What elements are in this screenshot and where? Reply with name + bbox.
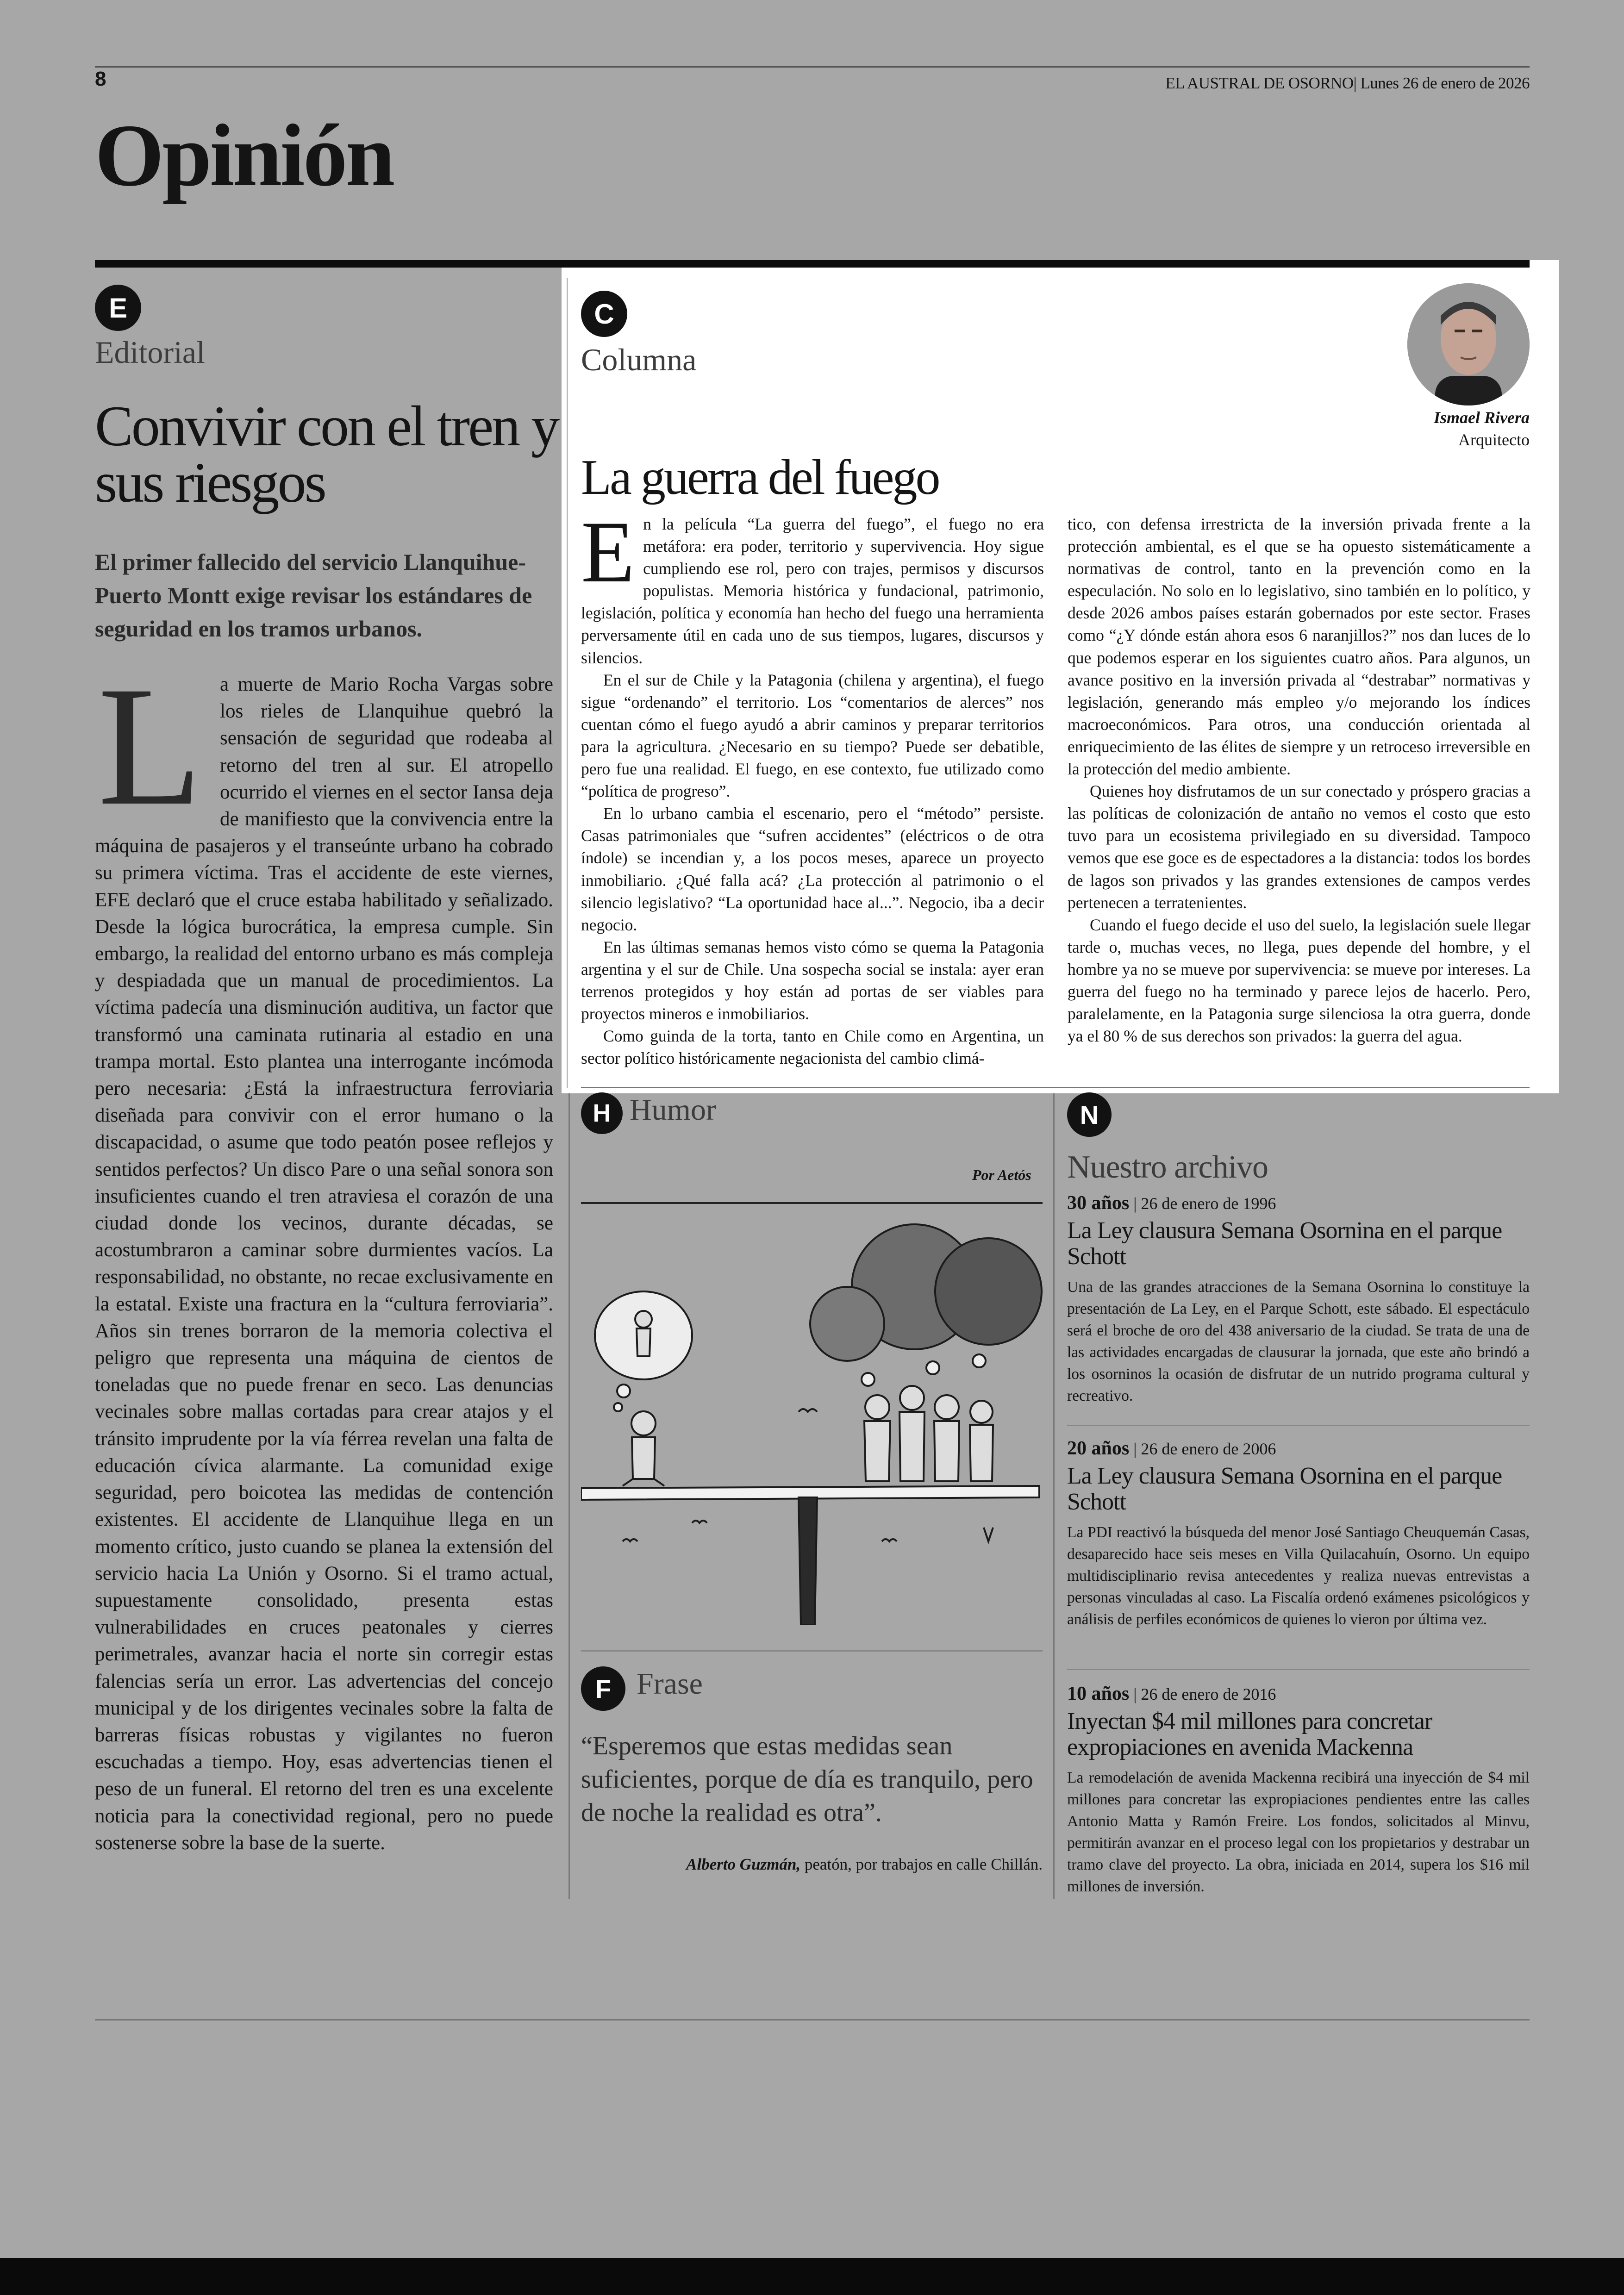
column-divider-left [568, 1093, 570, 1899]
cartoon-illustration-icon [581, 1208, 1043, 1625]
frase-author-detail: peatón, por trabajos en calle Chillán. [800, 1855, 1043, 1873]
column-bar [562, 260, 1530, 268]
column-paragraph: En las últimas semanas hemos visto cómo se quema la Patagonia argentina y el sur de Chile. Una sospecha social se instala: ayer eran terrenos protegidos y hoy están ad portas de ser viables para proyectos mineros e inmobiliarios. [581, 937, 1044, 1023]
masthead-date: | Lunes 26 de enero de 2026 [1353, 74, 1530, 92]
column-kicker: Columna [581, 342, 697, 377]
editorial-lead: El primer fallecido del servicio Llanquihue-Puerto Montt exige revisar los estándares de seguridad en los tramos urbanos. [95, 549, 532, 642]
humor-kicker: Humor [630, 1093, 716, 1127]
footer-rule [95, 2019, 1530, 2021]
archivo-badge: N [1067, 1092, 1112, 1137]
top-rule [95, 66, 1530, 68]
editorial-badge: E [95, 285, 141, 331]
archivo-headline: La Ley clausura Semana Osornina en el parque Schott [1067, 1463, 1502, 1515]
archivo-text: La PDI reactivó la búsqueda del menor José Santiago Cheuquemán Casas, desaparecido hace seis meses en Villa Quilacahuín, Osorno. Un equipo multidisciplinario revisa antecedentes y realiza nuevas entrevistas a personas vinculadas al caso. La Fiscalía ordenó exámenes psicológicos y análisis de perfiles económicos de quienes lo vieron por última vez. [1067, 1524, 1530, 1628]
archivo-years: 10 años [1067, 1683, 1130, 1704]
section-title: Opinión [95, 106, 394, 205]
archivo-item [1067, 1192, 1530, 1407]
humor-badge: H [581, 1092, 623, 1134]
archivo-date-text: | 26 de enero de 1996 [1129, 1194, 1276, 1213]
column-divider-right [1053, 1093, 1055, 1899]
author-name: Ismael Rivera [1434, 408, 1530, 427]
archivo-date-text: | 26 de enero de 2006 [1129, 1440, 1276, 1458]
archivo-headline: Inyectan $4 mil millones para concretar expropiaciones en avenida Mackenna [1067, 1708, 1432, 1760]
column-paragraph: Como guinda de la torta, tanto en Chile como en Argentina, un sector político históricamente negacionista del cambio climá- [581, 1027, 1044, 1068]
archivo-date [1067, 1192, 1530, 1214]
column-panel-edge [567, 278, 568, 1088]
humor-cartoon [581, 1208, 1043, 1625]
masthead-paper: EL AUSTRAL DE OSORNO [1165, 74, 1354, 92]
masthead [1165, 74, 1530, 93]
archivo-text: La remodelación de avenida Mackenna recibirá una inyección de $4 mil millones para concretar las expropiaciones pendientes entre las calles Antonio Matta y Ramón Freire. Los fondos, solicitados al Minvu, permitirán avanzar en el proceso legal con los propietarios y destrabar un tramo clave del proyecto. La obra, iniciada en 2014, supera los $16 mil millones de inversión. [1067, 1769, 1530, 1895]
frase-kicker: Frase [637, 1667, 703, 1701]
page-number: 8 [95, 68, 106, 90]
author-block [1434, 406, 1530, 451]
column-paragraph-text: n la película “La guerra del fuego”, el fuego no era metáfora: era poder, territorio y supervivencia. Hoy sigue cumpliendo ese rol, pero con trajes, permisos y discursos populistas. Memoria histórica y fundacional, patrimonio, legislación, política y economía han hecho del fuego una herramienta perversamente útil en cada uno de sus tiempos, lugares, discursos y silencios. [581, 515, 1044, 667]
archivo-text: Una de las grandes atracciones de la Semana Osornina lo constituye la presentación de La Ley, en el Parque Schott, este sábado. El espectáculo será el broche de oro del 438 aniversario de la ciudad. Se trata de una de las actividades encargadas de clausurar la jornada, que este año brindó a los osorninos la ocasión de disfrutar de un nutrido programa cultural y recreativo. [1067, 1278, 1530, 1404]
archivo-date [1067, 1437, 1530, 1459]
frase-quote: “Esperemos que estas medidas sean suficientes, porque de día es tranquilo, pero de noche la realidad es otra”. [581, 1732, 1033, 1827]
bottom-bar [0, 2258, 1624, 2295]
editorial-dropcap: L [98, 651, 203, 841]
frase-badge: F [581, 1666, 625, 1711]
column-dropcap: E [581, 504, 635, 601]
humor-byline: Por Aetós [972, 1166, 1031, 1183]
column-title: La guerra del fuego [581, 450, 939, 505]
archivo-item [1067, 1683, 1530, 1897]
editorial-text: a muerte de Mario Rocha Vargas sobre los rieles de Llanquihue quebró la sensación de seguridad que rodeaba al retorno del tren al sur. El atropello ocurrido el viernes en el sector Iansa deja de manifiesto que la convivencia entre la máquina de pasajeros y el transeúnte urbano ha cobrado su primera víctima. Tras el accidente de este viernes, EFE declaró que el cruce estaba habilitado y señalizado. Desde la lógica burocrática, la empresa cumple. Sin embargo, la realidad del entorno urbano es más compleja y despiadada que un manual de procedimientos. La víctima padecía una disminución auditiva, un factor que transformó una caminata rutinaria al estadio en una trampa mortal. Esto plantea una interrogante incómoda pero necesaria: ¿Está la infraestructura ferroviaria diseñada para convivir con el error humano o la discapacidad, o asume que todo peatón posee reflejos y sentidos perfectos? Un disco Pare o una señal sonora son insuficientes cuando el tren atraviesa el corazón de una ciudad donde los vecinos, durante décadas, se acostumbraron a caminar sobre durmientes vacíos. La responsabilidad, no obstante, no recae exclusivamente en la estatal. Existe una fractura en la “cultura ferroviaria”. Años sin trenes borraron de la memoria colectiva el peligro que representa una máquina de cientos de toneladas que no puede frenar en seco. Las denuncias vecinales sobre mallas cortadas para crear atajos y el tránsito imprudente por la vía férrea revelan una falta de educación cívica alarmante. La comunidad exige seguridad, pero boicotea las medidas de contención existentes. El accidente de Llanquihue llega en un momento crítico, justo cuando se planea la extensión del servicio hacia La Unión y Osorno. Si el tramo actual, supuestamente consolidado, presenta estas vulnerabilidades en cruces peatonales y cierres perimetrales, avanzar hacia el norte sin corregir estas falencias sería un error. Las advertencias del concejo municipal y de los dirigentes vecinales sobre la falta de barreras físicas robustas y vigilantes no fueron escuchadas a tiempo. Hoy, esas advertencias tienen el peso de un funeral. El retorno del tren es una excelente noticia para la conectividad regional, pero no puede sostenerse sobre la base de la suerte. [95, 674, 553, 1854]
column-bottom-rule [581, 1087, 1530, 1088]
column-paragraph [581, 504, 1044, 669]
column-paragraph: En lo urbano cambia el escenario, pero el “método” persiste. Casas patrimoniales que “sufren accidentes” (eléctricos o de otra índole) se incendian y, a los pocos meses, aparece un proyecto inmobiliario. ¿Qué falla acá? ¿La protección al patrimonio o el silencio legislativo? “La oportunidad hace al...”. Negocio, iba a decir negocio. [581, 804, 1044, 934]
archivo-years: 30 años [1067, 1192, 1130, 1214]
author-portrait-icon [1407, 283, 1530, 405]
author-role: Arquitecto [1458, 430, 1530, 449]
archivo-rule [1067, 1669, 1530, 1670]
humor-bottom-rule [581, 1650, 1043, 1652]
archivo-item [1067, 1437, 1530, 1630]
archivo-rule [1067, 1425, 1530, 1426]
editorial-title: Convivir con el tren y sus riesgos [95, 394, 558, 514]
author-photo [1407, 283, 1530, 405]
column-text-right [1068, 513, 1530, 1047]
frase-attribution [581, 1853, 1043, 1876]
frase-author: Alberto Guzmán, [686, 1855, 801, 1873]
column-paragraph: tico, con defensa irrestricta de la inversión privada frente a la protección ambiental, es el que se ha opuesto sistemáticamente a normativas de control, tanto en la prevención como en la especulación. No solo en lo legislativo, sino también en lo político, y desde 2026 ambos países estarán gobernados por este sector. Frases como “¿Y dónde están ahora esos 6 naranjillos?” nos dan luces de lo que podemos esperar en los siguientes cuatro años. Para algunos, un avance positivo en la inversión privada al “destrabar” normativas y legislación, generando más empleo y/o mejorando los índices macroeconómicos. Para otros, una conducción orientada al enriquecimiento de las élites de siempre y un retroceso irreversible en la protección del medio ambiente. [1068, 515, 1530, 779]
archivo-years: 20 años [1067, 1438, 1130, 1459]
column-paragraph: Cuando el fuego decide el uso del suelo, la legislación suele llegar tarde o, muchas veces, no llega, pues depende del hombre, y el hombre ya no se mueve por supervivencia: se mueve por intereses. La guerra del fuego no ha terminado y parece lejos de hacerlo. Pero, paralelamente, en la Patagonia surge silenciosa la otra guerra, donde ya el 80 % de sus derechos son privados: la guerra del agua. [1068, 915, 1530, 1046]
column-badge: C [581, 291, 627, 337]
humor-rule [581, 1202, 1043, 1204]
archivo-kicker: Nuestro archivo [1067, 1149, 1268, 1185]
archivo-headline: La Ley clausura Semana Osornina en el parque Schott [1067, 1217, 1502, 1270]
editorial-body [95, 651, 553, 1857]
editorial-kicker: Editorial [95, 335, 205, 370]
column-paragraph: En el sur de Chile y la Patagonia (chilena y argentina), el fuego sigue “ordenando” el territorio. Los “comentarios de alerces” nos cuentan cómo el fuego ayudó a abrir caminos y preparar territorios para la agricultura. ¿Necesario en su tiempo? Puede ser debatible, pero fue una realidad. El fuego, en ese contexto, fue utilizado como “política de progreso”. [581, 670, 1044, 801]
archivo-date-text: | 26 de enero de 2016 [1129, 1685, 1276, 1703]
column-text-left [581, 504, 1044, 1069]
column-paragraph: Quienes hoy disfrutamos de un sur conectado y próspero gracias a las políticas de colonización de antaño no vemos el costo que esto tuvo para un ecosistema privilegiado en su diversidad. Tampoco vemos que ese goce es de espectadores a la distancia: todos los bordes de lagos son privados y las grandes extensiones de campos verdes pertenecen a terratenientes. [1068, 782, 1530, 912]
archivo-date [1067, 1683, 1530, 1705]
